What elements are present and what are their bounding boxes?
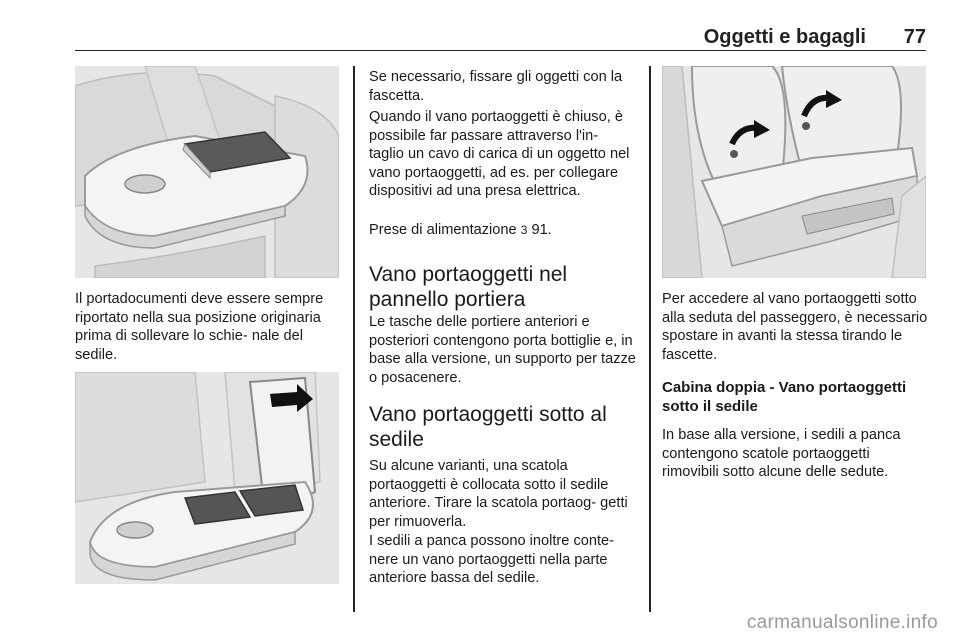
section-heading: Vano portaoggetti sotto al sedile <box>369 403 607 451</box>
page-reference-icon: 3 <box>520 223 528 237</box>
armrest-storage-illustration <box>75 66 339 278</box>
paragraph: I sedili a panca possono inoltre conte- nere un vano portaoggetti nella parte anteriore bassa del sedile. <box>369 533 615 587</box>
paragraph: Su alcune varianti, una scatola portaoggetti è collocata sotto il sedile anteriore. Tirare la scatola portaog- getti per rimuoverla. <box>369 458 628 530</box>
paragraph: Le tasche delle portiere anteriori e posteriori contengono porta bottiglie e, in base alla versione, un supporto per tazze o posacenere. <box>369 314 636 386</box>
paragraph: In base alla versione, i sedili a panca contengono scatole portaoggetti rimovibili sotto alcune delle sedute. <box>662 427 901 481</box>
column-divider <box>649 66 651 612</box>
paragraph: Per accedere al vano portaoggetti sotto alla seduta del passeggero, è necessario spostare in avanti la stessa tirando le fascette. <box>662 291 928 363</box>
subsection-heading: Cabina doppia - Vano portaoggetti sotto il sedile <box>662 379 907 415</box>
column-divider <box>353 66 355 612</box>
section-heading: Vano portaoggetti nel pannello portiera <box>369 263 568 311</box>
paragraph: Quando il vano portaoggetti è chiuso, è possibile far passare attraverso l'in- taglio un cavo di carica di un oggetto nel vano portaoggetti, ad es. per collegare dispositivi ad una presa elettrica. <box>369 109 630 200</box>
page-number: 77 <box>903 26 926 48</box>
reference-text: Prese di alimentazione <box>369 222 517 238</box>
reference-page: 91. <box>531 222 552 238</box>
watermark: carmanualsonline.info <box>746 612 938 633</box>
armrest-open-illustration <box>75 372 339 584</box>
bench-seat-illustration <box>662 66 926 278</box>
page-header <box>75 26 926 51</box>
paragraph: Il portadocumenti deve essere sempre riportato nella sua posizione originaria prima di sollevare lo schie- nale del sedile. <box>75 291 324 363</box>
section-title: Oggetti e bagagli <box>703 26 866 48</box>
paragraph-reference <box>369 221 637 240</box>
paragraph: Se necessario, fissare gli oggetti con la fascetta. <box>369 69 623 104</box>
